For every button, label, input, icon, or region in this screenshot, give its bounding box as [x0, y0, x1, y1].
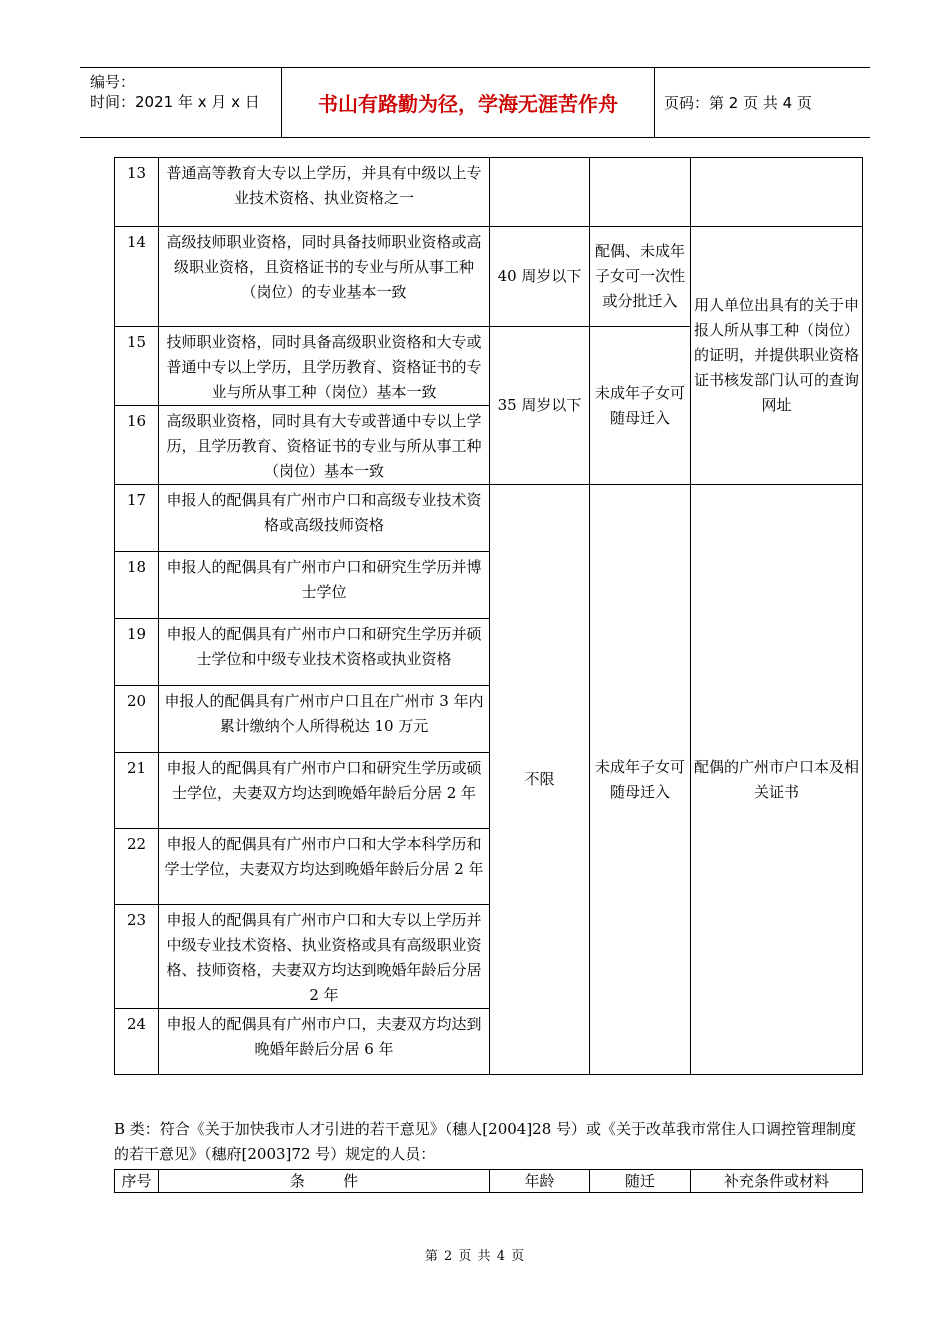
row-number: 23: [115, 905, 159, 1009]
row-extra: 配偶的广州市户口本及相关证书: [691, 485, 863, 1075]
row-number: 16: [115, 406, 159, 485]
row-age: 40 周岁以下: [490, 227, 590, 327]
doc-number-label: 编号：: [90, 73, 136, 91]
row-condition: 普通高等教育大专以上学历，并具有中级以上专业技术资格、执业资格之一: [159, 158, 490, 227]
row-age: 不限: [490, 485, 590, 1075]
row-condition: 申报人的配偶具有广州市户口，夫妻双方均达到晚婚年龄后分居 6 年: [159, 1009, 490, 1075]
row-number: 14: [115, 227, 159, 327]
row-condition: 申报人的配偶具有广州市户口和研究生学历并博士学位: [159, 552, 490, 619]
conditions-table: [114, 157, 863, 1075]
row-move: 未成年子女可随母迁入: [590, 485, 691, 1075]
row-number: 19: [115, 619, 159, 686]
row-number: 15: [115, 327, 159, 406]
row-condition: 申报人的配偶具有广州市户口和大学本科学历和学士学位，夫妻双方均达到晚婚年龄后分居 2 年: [159, 829, 490, 905]
row-condition: 申报人的配偶具有广州市户口和研究生学历并硕士学位和中级专业技术资格或执业资格: [159, 619, 490, 686]
table-row: [115, 485, 863, 552]
table-header-row: [115, 1170, 863, 1193]
row-number: 22: [115, 829, 159, 905]
table-row: [115, 227, 863, 327]
col-header-move: 随迁: [590, 1170, 691, 1193]
row-number: 24: [115, 1009, 159, 1075]
row-move: [590, 158, 691, 227]
row-condition: 高级职业资格，同时具有大专或普通中专以上学历，且学历教育、资格证书的专业与所从事工种（岗位）基本一致: [159, 406, 490, 485]
row-number: 13: [115, 158, 159, 227]
row-extra: [691, 158, 863, 227]
section-b-table: [114, 1169, 863, 1193]
section-b-intro: B 类：符合《关于加快我市人才引进的若干意见》（穗人[2004]28 号）或《关于改革我市常住人口调控管理制度的若干意见》（穗府[2003]72 号）规定的人员：: [114, 1120, 857, 1163]
header-motto: 书山有路勤为径，学海无涯苦作舟: [282, 68, 655, 137]
header-page-code: 页码：第 2 页 共 4 页: [664, 94, 812, 112]
row-condition: 申报人的配偶具有广州市户口和大专以上学历并中级专业技术资格、执业资格或具有高级职业资格、技师资格，夫妻双方均达到晚婚年龄后分居 2 年: [159, 905, 490, 1009]
row-condition: 申报人的配偶具有广州市户口且在广州市 3 年内累计缴纳个人所得税达 10 万元: [159, 686, 490, 753]
row-number: 20: [115, 686, 159, 753]
col-header-age: 年龄: [490, 1170, 590, 1193]
row-move: 未成年子女可随母迁入: [590, 327, 691, 485]
row-number: 21: [115, 753, 159, 829]
row-move: 配偶、未成年子女可一次性或分批迁入: [590, 227, 691, 327]
table-row: [115, 158, 863, 227]
page-header: [80, 67, 870, 138]
row-condition: 申报人的配偶具有广州市户口和研究生学历或硕士学位，夫妻双方均达到晚婚年龄后分居 2 年: [159, 753, 490, 829]
col-header-extra: 补充条件或材料: [691, 1170, 863, 1193]
header-meta: [80, 68, 282, 137]
row-age: [490, 158, 590, 227]
page-footer: 第 2 页 共 4 页: [424, 1249, 526, 1264]
col-header-no: 序号: [115, 1170, 159, 1193]
doc-time-label: 时间：2021 年 x 月 x 日: [90, 93, 260, 111]
row-condition: 申报人的配偶具有广州市户口和高级专业技术资格或高级技师资格: [159, 485, 490, 552]
col-header-condition: 条 件: [159, 1170, 490, 1193]
row-condition: 高级技师职业资格，同时具备技师职业资格或高级职业资格，且资格证书的专业与所从事工种（岗位）的专业基本一致: [159, 227, 490, 327]
row-number: 17: [115, 485, 159, 552]
row-extra: 用人单位出具有的关于申报人所从事工种（岗位）的证明，并提供职业资格证书核发部门认可的查询网址: [691, 227, 863, 485]
row-condition: 技师职业资格，同时具备高级职业资格和大专或普通中专以上学历，且学历教育、资格证书的专业与所从事工种（岗位）基本一致: [159, 327, 490, 406]
row-number: 18: [115, 552, 159, 619]
row-age: 35 周岁以下: [490, 327, 590, 485]
